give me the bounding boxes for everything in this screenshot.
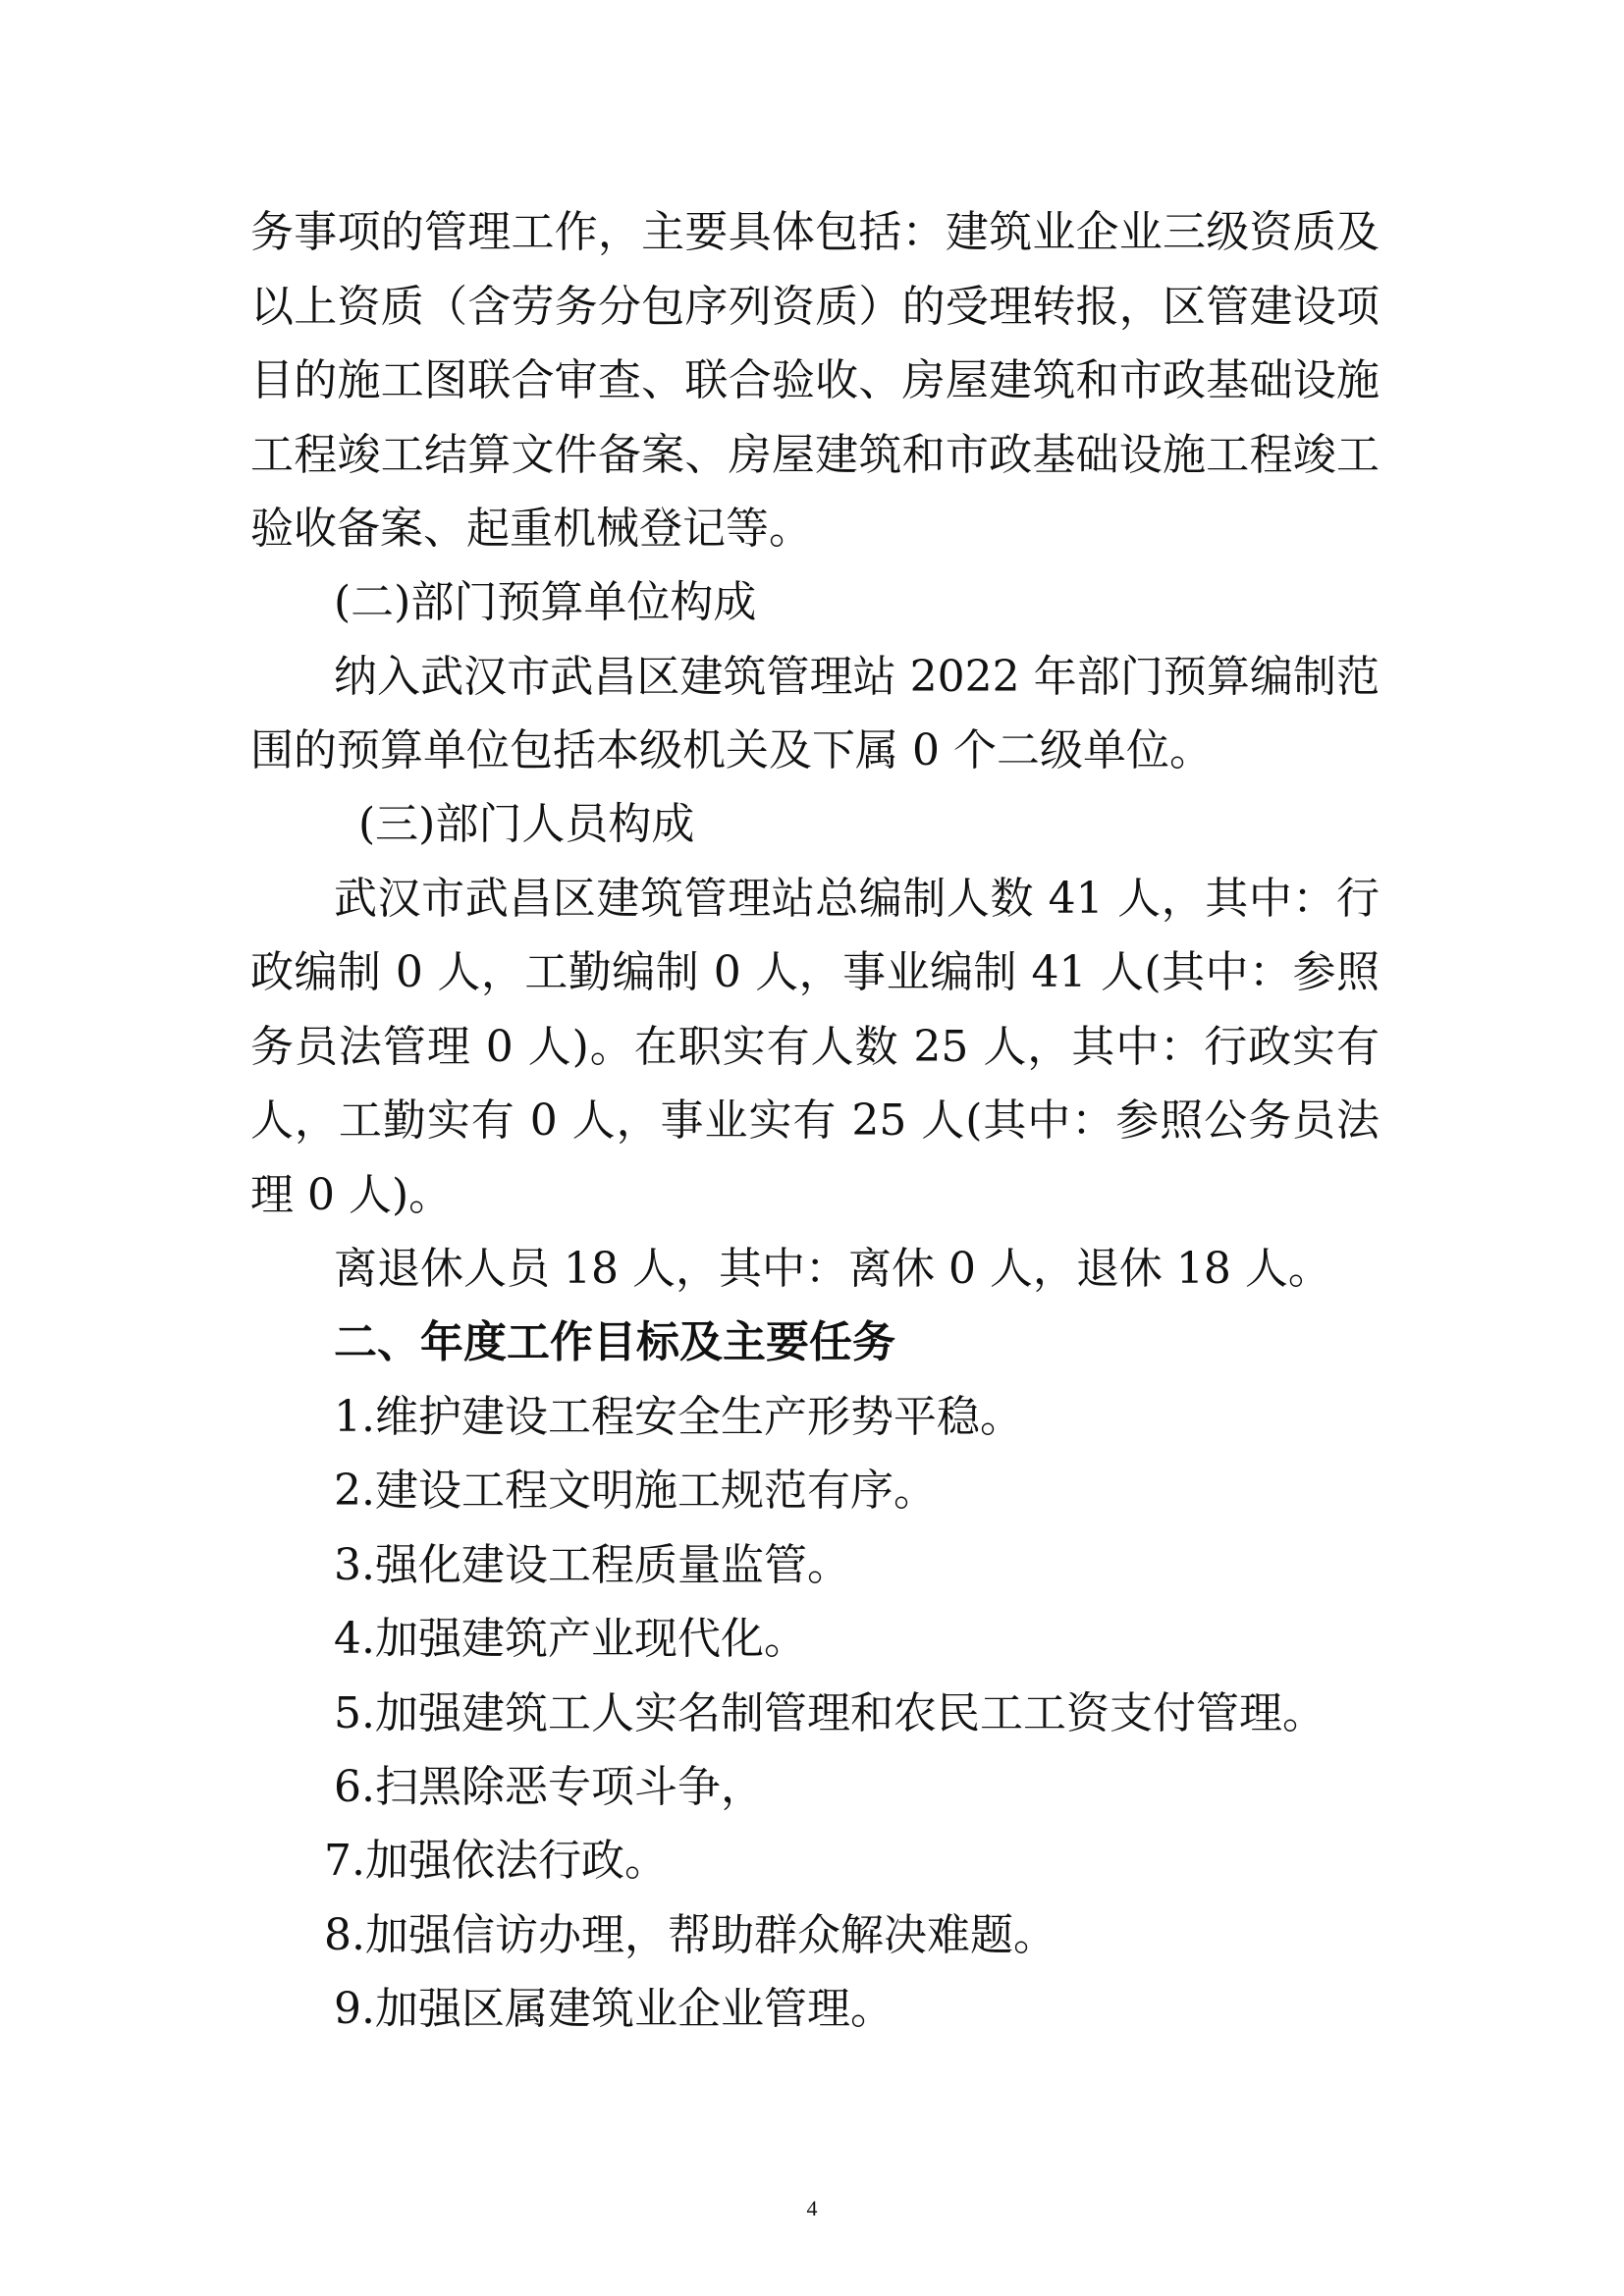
- section3-line-4: 人，工勤实有 0 人，事业实有 25 人(其中：参照公务员法: [250, 1095, 1380, 1146]
- page-number: 4: [806, 2196, 818, 2220]
- section3-line-5: 理 0 人)。: [250, 1170, 453, 1220]
- task-item-7: 7.加强依法行政。: [324, 1836, 668, 1886]
- section3-line-2: 政编制 0 人，工勤编制 0 人，事业编制 41 人(其中：参照: [250, 947, 1380, 997]
- intro-line-5: 验收备案、起重机械登记等。: [250, 504, 812, 554]
- intro-line-2: 以上资质（含劳务分包序列资质）的受理转报，区管建设项: [250, 282, 1380, 332]
- section3-line-1: 武汉市武昌区建筑管理站总编制人数 41 人，其中：行: [334, 874, 1380, 924]
- task-item-6: 6.扫黑除恶专项斗争，: [334, 1762, 764, 1812]
- task-item-2: 2.建设工程文明施工规范有序。: [334, 1466, 937, 1516]
- intro-line-1: 务事项的管理工作，主要具体包括：建筑业企业三级资质及: [250, 207, 1380, 257]
- section2-line-2: 围的预算单位包括本级机关及下属 0 个二级单位。: [250, 725, 1213, 775]
- task-item-5: 5.加强建筑工人实名制管理和农民工工资支付管理。: [334, 1688, 1326, 1738]
- main-section-heading: 二、年度工作目标及主要任务: [334, 1317, 895, 1367]
- section3-heading: (三)部门人员构成: [358, 799, 695, 849]
- retired-staff-line: 离退休人员 18 人，其中：离休 0 人，退休 18 人。: [334, 1244, 1331, 1294]
- section3-line-3: 务员法管理 0 人)。在职实有人数 25 人，其中：行政实有: [250, 1022, 1380, 1072]
- intro-line-4: 工程竣工结算文件备案、房屋建筑和市政基础设施工程竣工: [250, 430, 1380, 480]
- section2-line-1: 纳入武汉市武昌区建筑管理站 2022 年部门预算编制范: [334, 652, 1380, 702]
- task-item-4: 4.加强建筑产业现代化。: [334, 1614, 807, 1664]
- task-item-1: 1.维护建设工程安全生产形势平稳。: [334, 1392, 1023, 1442]
- intro-line-3: 目的施工图联合审查、联合验收、房屋建筑和市政基础设施: [250, 355, 1380, 405]
- task-item-3: 3.强化建设工程质量监管。: [334, 1540, 850, 1590]
- task-item-8: 8.加强信访办理，帮助群众解决难题。: [324, 1910, 1056, 1960]
- section2-heading: (二)部门预算单位构成: [334, 577, 757, 627]
- task-item-9: 9.加强区属建筑业企业管理。: [334, 1984, 893, 2034]
